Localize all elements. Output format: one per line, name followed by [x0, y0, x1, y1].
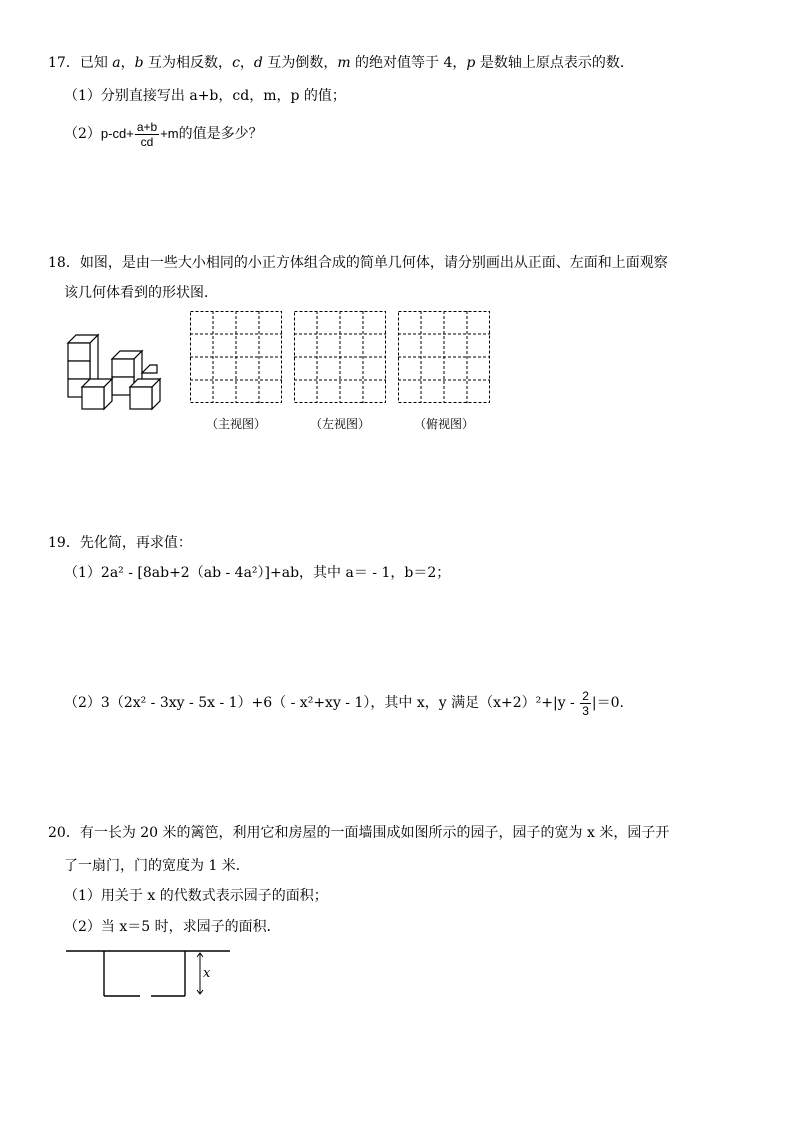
q19-part2: （2）3（2x² - 3xy - 5x - 1）+6（ - x²+xy - 1），其中 x，y 满足（x+2）²+|y - $\frac{2}{3}$ |＝0. [64, 688, 624, 718]
left-view-grid [294, 311, 386, 403]
q20-line2: 了一扇门，门的宽度为 1 米． [64, 858, 250, 874]
garden-figure [64, 947, 239, 1002]
left-view-label: （左视图） [309, 417, 370, 431]
top-view-label: （俯视图） [413, 417, 474, 431]
top-view-grid [398, 311, 490, 403]
q17-expr-left: p-cd+ [100, 126, 134, 141]
q18-line1: 18．如图，是由一些大小相同的小正方体组合成的简单几何体，请分别画出从正面、左面和上面观察 [48, 255, 668, 271]
q19-part1: （1）2a² - [8ab+2（ab - 4a²）]+ab，其中 a＝ - 1，b＝2； [64, 565, 451, 581]
cube-figure [62, 325, 172, 425]
q17-fraction: $\frac{a+b}{cd}$ [136, 119, 158, 149]
front-view-grid [190, 311, 282, 403]
garden-width-label: x [203, 966, 211, 981]
q18-line2: 该几何体看到的形状图． [64, 285, 218, 301]
q19-line1: 19．先化简，再求值： [48, 535, 192, 551]
q17-part1: （1）分别直接写出 a+b，cd，m，p 的值； [64, 88, 346, 104]
q17-part2: （2）p-cd+ $\frac{a+b}{cd}$ +m的值是多少？ [64, 119, 263, 149]
q17-expr-right: +m [160, 126, 179, 141]
q19-fraction: $\frac{2}{3}$ [582, 688, 589, 718]
q17-stem: 17．已知 a，b 互为相反数，c，d 互为倒数，m 的绝对值等于 4，p 是数轴上原点表示的数． [48, 55, 634, 71]
q20-part1: （1）用关于 x 的代数式表示园子的面积； [64, 888, 328, 904]
front-view-label: （主视图） [205, 417, 266, 431]
q20-part2: （2）当 x＝5 时，求园子的面积． [64, 919, 281, 935]
q20-line1: 20．有一长为 20 米的篱笆，利用它和房屋的一面墙围成如图所示的园子，园子的宽为 x 米，园子开 [48, 825, 670, 841]
